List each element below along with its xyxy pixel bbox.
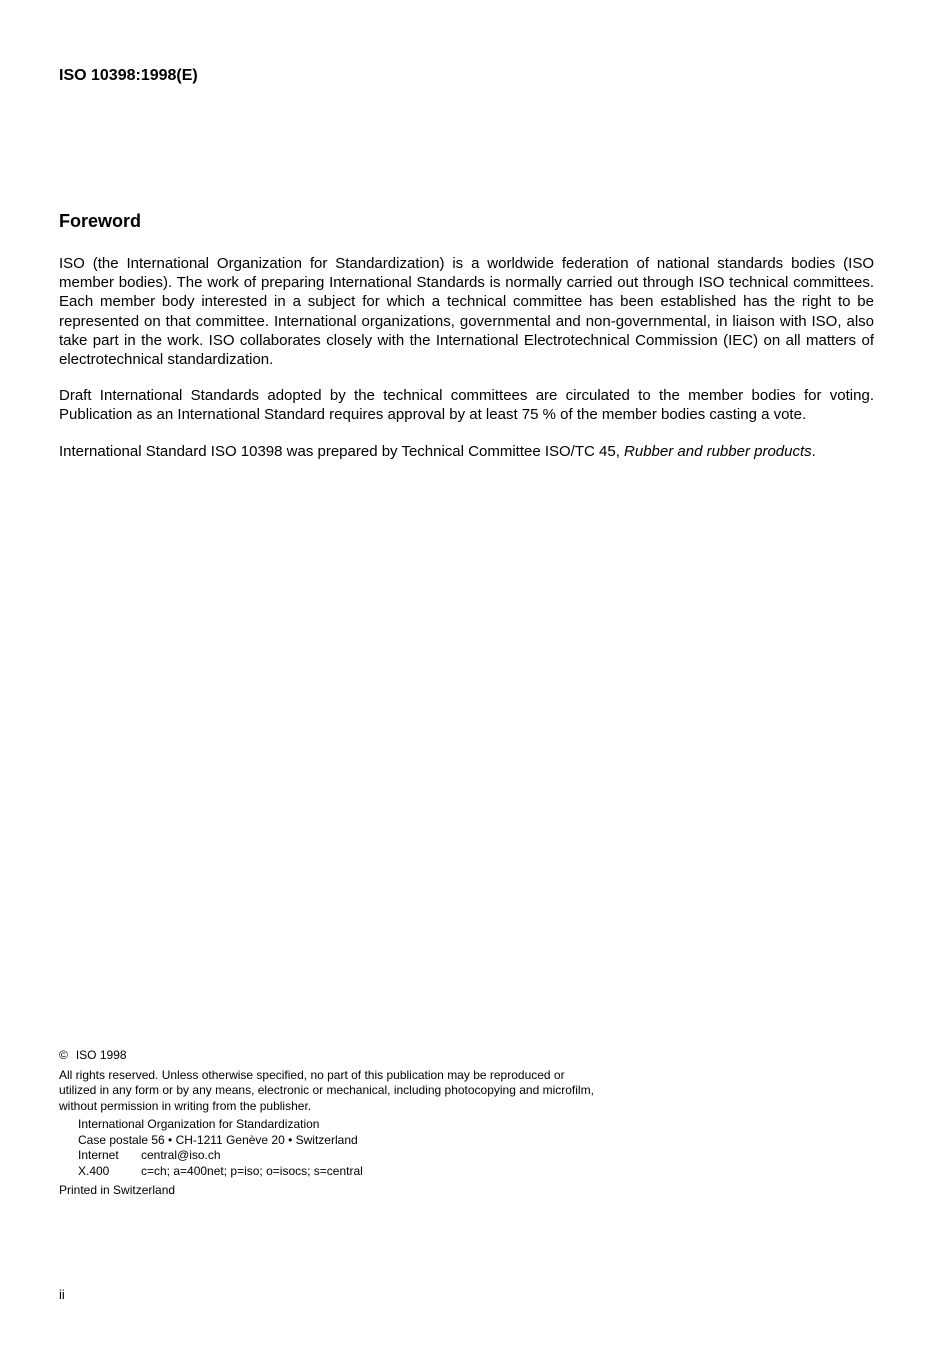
publisher-address	[78, 1117, 599, 1179]
foreword-paragraph-3	[59, 442, 874, 461]
x400-value: c=ch; a=400net; p=iso; o=isocs; s=central	[141, 1163, 363, 1178]
copyright-icon: ©	[59, 1048, 68, 1062]
printed-location: Printed in Switzerland	[59, 1183, 176, 1197]
internet-value: central@iso.ch	[141, 1148, 221, 1162]
rights-notice: All rights reserved. Unless otherwise specified, no part of this publication may be reproduced or utilized in any form or by any means, electronic or mechanical, including photocopying and microfilm, without permission in writing from the publisher.	[59, 1067, 594, 1113]
copyright-block	[59, 1048, 599, 1199]
copyright-line	[59, 1048, 599, 1064]
internet-label: Internet	[78, 1148, 119, 1162]
organization-name: International Organization for Standardization	[78, 1117, 320, 1131]
foreword-heading: Foreword	[59, 211, 142, 231]
committee-title: Rubber and rubber products	[624, 443, 812, 460]
foreword-paragraph-1: ISO (the International Organization for Standardization) is a worldwide federation of national standards bodies (ISO member bodies). The work of preparing International Standards is normally carried out through ISO technical committees. Each member body interested in a subject for which a technical committee has been established has the right to be represented on that committee. International organizations, governmental and non-governmental, in liaison with ISO, also take part in the work. ISO collaborates closely with the International Electrotechnical Commission (IEC) on all matters of electrotechnical standardization.	[59, 255, 874, 369]
x400-line	[78, 1164, 599, 1180]
x400-label: X.400	[78, 1163, 110, 1178]
foreword-paragraph-2: Draft International Standards adopted by the technical committees are circulated to the member bodies for voting. Publication as an International Standard requires approval by at least 75 % of the member bodies casting a vote.	[59, 387, 874, 424]
page-number: ii	[59, 1287, 65, 1302]
postal-address: Case postale 56 • CH-1211 Genève 20 • Switzerland	[78, 1132, 358, 1147]
copyright-year: ISO 1998	[75, 1048, 127, 1062]
paragraph-3-end: .	[811, 443, 816, 460]
paragraph-3-text: International Standard ISO 10398 was prepared by Technical Committee ISO/TC 45,	[59, 443, 625, 460]
document-id: ISO 10398:1998(E)	[59, 67, 198, 84]
internet-line	[78, 1148, 599, 1164]
